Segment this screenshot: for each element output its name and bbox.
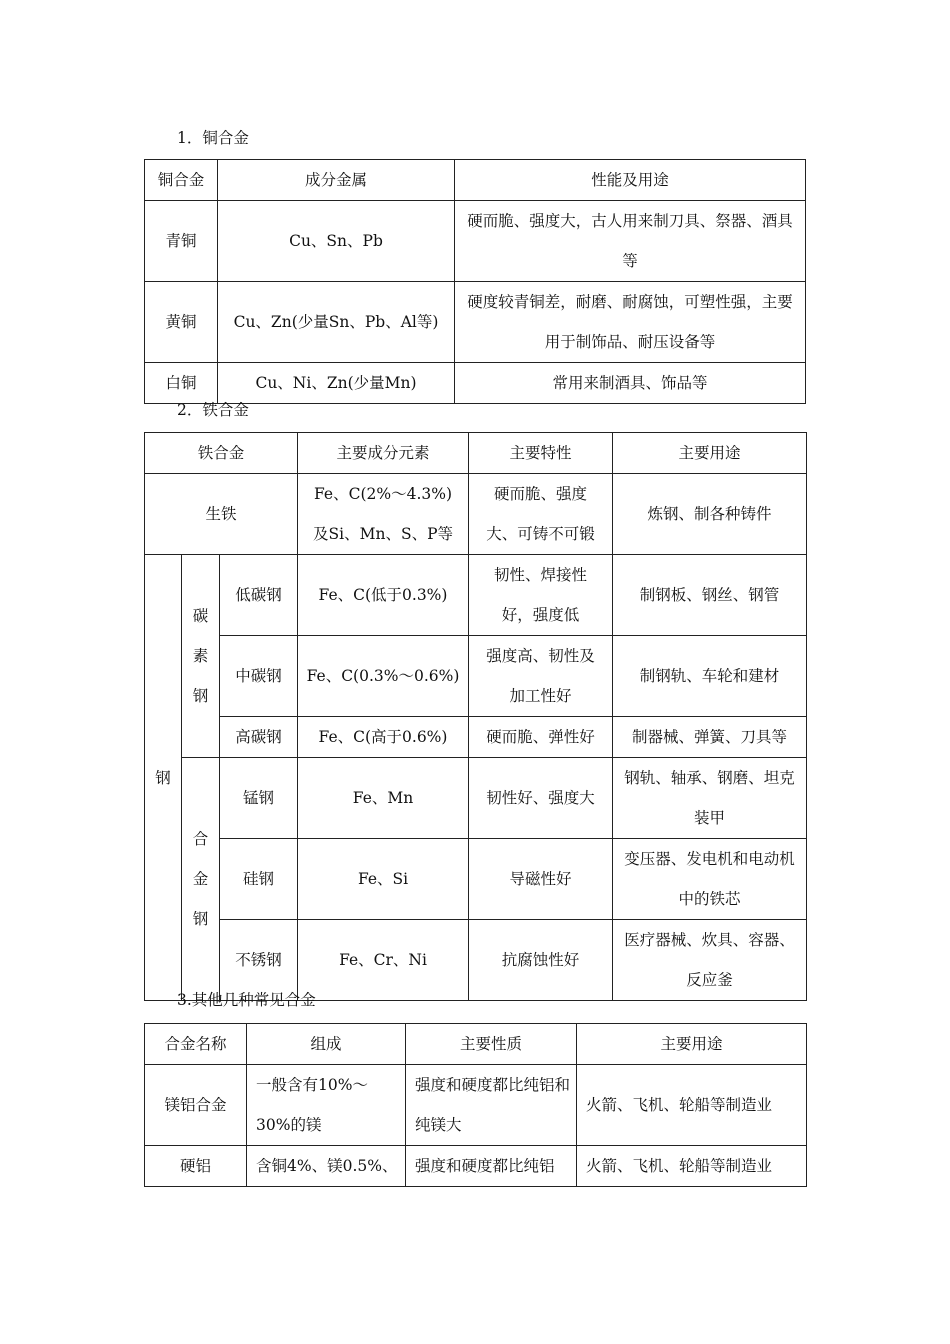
header-cell: 组成 [247,1024,406,1065]
header-cell: 性能及用途 [455,160,806,201]
table-header-row [145,160,806,201]
alloy-name-cell: 生铁 [145,474,298,555]
header-cell: 铁合金 [145,433,298,474]
steel-name-cell: 不锈钢 [220,920,298,1001]
composition-cell: Fe、C(0.3%～0.6%) [298,636,469,717]
property-cell: 抗腐蚀性好 [469,920,613,1001]
table-row [145,920,807,1001]
header-cell: 主要用途 [613,433,807,474]
use-cell: 制钢板、钢丝、钢管 [613,555,807,636]
other-alloy-table [144,1023,807,1187]
property-cell: 韧性好、强度大 [469,758,613,839]
alloy-steel-label-cell [182,758,220,1001]
composition-cell: 一般含有10%～30%的镁 [247,1065,406,1146]
table-row [145,758,807,839]
use-cell: 制钢轨、车轮和建材 [613,636,807,717]
composition-cell: Cu、Zn(少量Sn、Pb、Al等) [218,282,455,363]
table-row [145,201,806,282]
use-cell: 制器械、弹簧、刀具等 [613,717,807,758]
table-row [145,1065,807,1146]
property-cell: 导磁性好 [469,839,613,920]
header-cell: 主要成分元素 [298,433,469,474]
alloy-name-cell: 镁铝合金 [145,1065,247,1146]
property-cell: 硬而脆、弹性好 [469,717,613,758]
header-cell: 主要性质 [406,1024,577,1065]
section-heading-iron: 2．铁合金 [177,401,249,419]
steel-label: 钢 [155,768,171,787]
steel-name-cell: 硅钢 [220,839,298,920]
property-cell: 韧性、焊接性好，强度低 [469,555,613,636]
iron-alloy-table [144,432,807,1001]
composition-cell: Fe、C(2%～4.3%)及Si、Mn、S、P等 [298,474,469,555]
alloy-name-cell: 青铜 [145,201,218,282]
header-cell: 主要特性 [469,433,613,474]
use-cell: 硬度较青铜差，耐磨、耐腐蚀，可塑性强，主要用于制饰品、耐压设备等 [455,282,806,363]
table-row [145,839,807,920]
property-cell: 硬而脆、强度大、可铸不可锻 [469,474,613,555]
composition-cell: Cu、Sn、Pb [218,201,455,282]
header-cell: 主要用途 [577,1024,807,1065]
table-row [145,555,807,636]
composition-cell: Fe、C(高于0.6%) [298,717,469,758]
steel-name-cell: 锰钢 [220,758,298,839]
table-row [145,717,807,758]
section-heading-other: 3.其他几种常见合金 [177,991,316,1009]
alloy-name-cell: 黄铜 [145,282,218,363]
composition-cell: Cu、Ni、Zn(少量Mn) [218,363,455,404]
table-row [145,474,807,555]
alloy-name-cell: 硬铝 [145,1146,247,1187]
section-heading-copper: 1．铜合金 [177,129,249,147]
composition-cell: 含铜4%、镁0.5%、 [247,1146,406,1187]
composition-cell: Fe、Si [298,839,469,920]
use-cell: 炼钢、制各种铸件 [613,474,807,555]
table-header-row [145,433,807,474]
copper-alloy-table [144,159,806,404]
composition-cell: Fe、Cr、Ni [298,920,469,1001]
property-cell: 强度高、韧性及加工性好 [469,636,613,717]
use-cell: 常用来制酒具、饰品等 [455,363,806,404]
table-header-row [145,1024,807,1065]
table-row [145,282,806,363]
table-row [145,363,806,404]
steel-name-cell: 中碳钢 [220,636,298,717]
use-cell: 医疗器械、炊具、容器、反应釜 [613,920,807,1001]
table-row [145,636,807,717]
steel-name-cell: 高碳钢 [220,717,298,758]
header-cell: 合金名称 [145,1024,247,1065]
header-cell: 铜合金 [145,160,218,201]
property-cell: 强度和硬度都比纯铝和纯镁大 [406,1065,577,1146]
use-cell: 硬而脆、强度大，古人用来制刀具、祭器、酒具等 [455,201,806,282]
alloy-steel-label: 合金钢 [192,830,209,928]
carbon-steel-label-cell [182,555,220,758]
composition-cell: Fe、C(低于0.3%) [298,555,469,636]
use-cell: 变压器、发电机和电动机中的铁芯 [613,839,807,920]
use-cell: 钢轨、轴承、钢磨、坦克装甲 [613,758,807,839]
use-cell: 火箭、飞机、轮船等制造业 [577,1065,807,1146]
property-cell: 强度和硬度都比纯铝 [406,1146,577,1187]
steel-name-cell: 低碳钢 [220,555,298,636]
use-cell: 火箭、飞机、轮船等制造业 [577,1146,807,1187]
composition-cell: Fe、Mn [298,758,469,839]
header-cell: 成分金属 [218,160,455,201]
steel-label-cell [145,555,182,1001]
table-row [145,1146,807,1187]
carbon-steel-label: 碳素钢 [192,607,209,705]
alloy-name-cell: 白铜 [145,363,218,404]
